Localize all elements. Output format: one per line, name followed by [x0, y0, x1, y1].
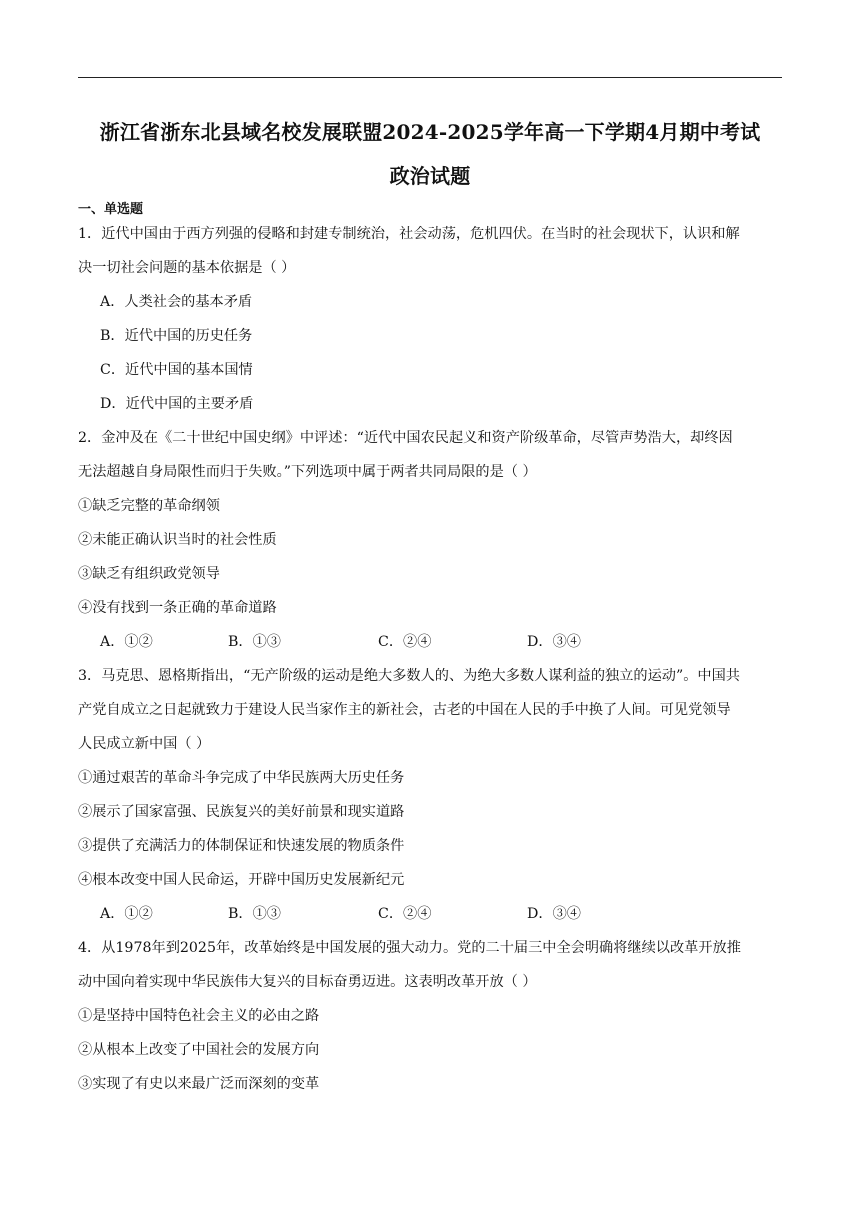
q2-statement-3: ③缺乏有组织政党领导: [78, 566, 220, 582]
q2-option-d: D．③④: [527, 634, 581, 650]
q2-statement-4: ④没有找到一条正确的革命道路: [78, 600, 277, 616]
q1-option-d: D．近代中国的主要矛盾: [100, 396, 254, 412]
exam-title-line1: 浙江省浙东北县域名校发展联盟2024-2025学年高一下学期4月期中考试: [99, 120, 761, 144]
q3-stem-line2: 产党自成立之日起就致力于建设人民当家作主的新社会，古老的中国在人民的手中换了人间。可见党领导: [78, 702, 731, 718]
q3-statement-4: ④根本改变中国人民命运，开辟中国历史发展新纪元: [78, 872, 405, 888]
q3-statement-3: ③提供了充满活力的体制保证和快速发展的物质条件: [78, 838, 405, 854]
q1-stem-line1: 1．近代中国由于西方列强的侵略和封建专制统治，社会动荡，危机四伏。在当时的社会现状下，认识和解: [78, 226, 740, 242]
q3-option-d: D．③④: [527, 906, 581, 922]
q3-stem-line1: 3．马克思、恩格斯指出，“无产阶级的运动是绝大多数人的、为绝大多数人谋利益的独立的运动”。中国共: [78, 668, 740, 684]
q2-statement-2: ②未能正确认识当时的社会性质: [78, 532, 277, 548]
q3-statement-2: ②展示了国家富强、民族复兴的美好前景和现实道路: [78, 804, 405, 820]
q4-stem-line1: 4．从1978年到2025年，改革始终是中国发展的强大动力。党的二十届三中全会明确将继续以改革开放推: [78, 940, 741, 956]
header-rule: [78, 77, 782, 78]
q2-stem-line1: 2．金冲及在《二十世纪中国史纲》中评述：“近代中国农民起义和资产阶级革命，尽管声势浩大，却终因: [78, 430, 733, 446]
section-heading: 一、单选题: [78, 202, 144, 217]
q3-option-c: C．②④: [378, 906, 432, 922]
q1-option-b: B．近代中国的历史任务: [100, 328, 253, 344]
q1-option-c: C．近代中国的基本国情: [100, 362, 253, 378]
q3-option-a: A．①②: [100, 906, 153, 922]
q3-statement-1: ①通过艰苦的革命斗争完成了中华民族两大历史任务: [78, 770, 405, 786]
q4-statement-1: ①是坚持中国特色社会主义的必由之路: [78, 1008, 320, 1024]
q2-option-c: C．②④: [378, 634, 432, 650]
q2-option-b: B．①③: [228, 634, 281, 650]
q3-stem-line3: 人民成立新中国（ ）: [78, 736, 211, 752]
q2-statement-1: ①缺乏完整的革命纲领: [78, 498, 220, 514]
q3-option-b: B．①③: [228, 906, 281, 922]
exam-title-line2: 政治试题: [389, 164, 471, 188]
q2-option-a: A．①②: [100, 634, 153, 650]
q4-statement-3: ③实现了有史以来最广泛而深刻的变革: [78, 1076, 320, 1092]
q4-statement-2: ②从根本上改变了中国社会的发展方向: [78, 1042, 320, 1058]
q2-stem-line2: 无法超越自身局限性而归于失败。”下列选项中属于两者共同局限的是（ ）: [78, 464, 537, 480]
q4-stem-line2: 动中国向着实现中华民族伟大复兴的目标奋勇迈进。这表明改革开放（ ）: [78, 974, 537, 990]
q1-stem-line2: 决一切社会问题的基本依据是（ ）: [78, 260, 296, 276]
q1-option-a: A．人类社会的基本矛盾: [100, 294, 253, 310]
